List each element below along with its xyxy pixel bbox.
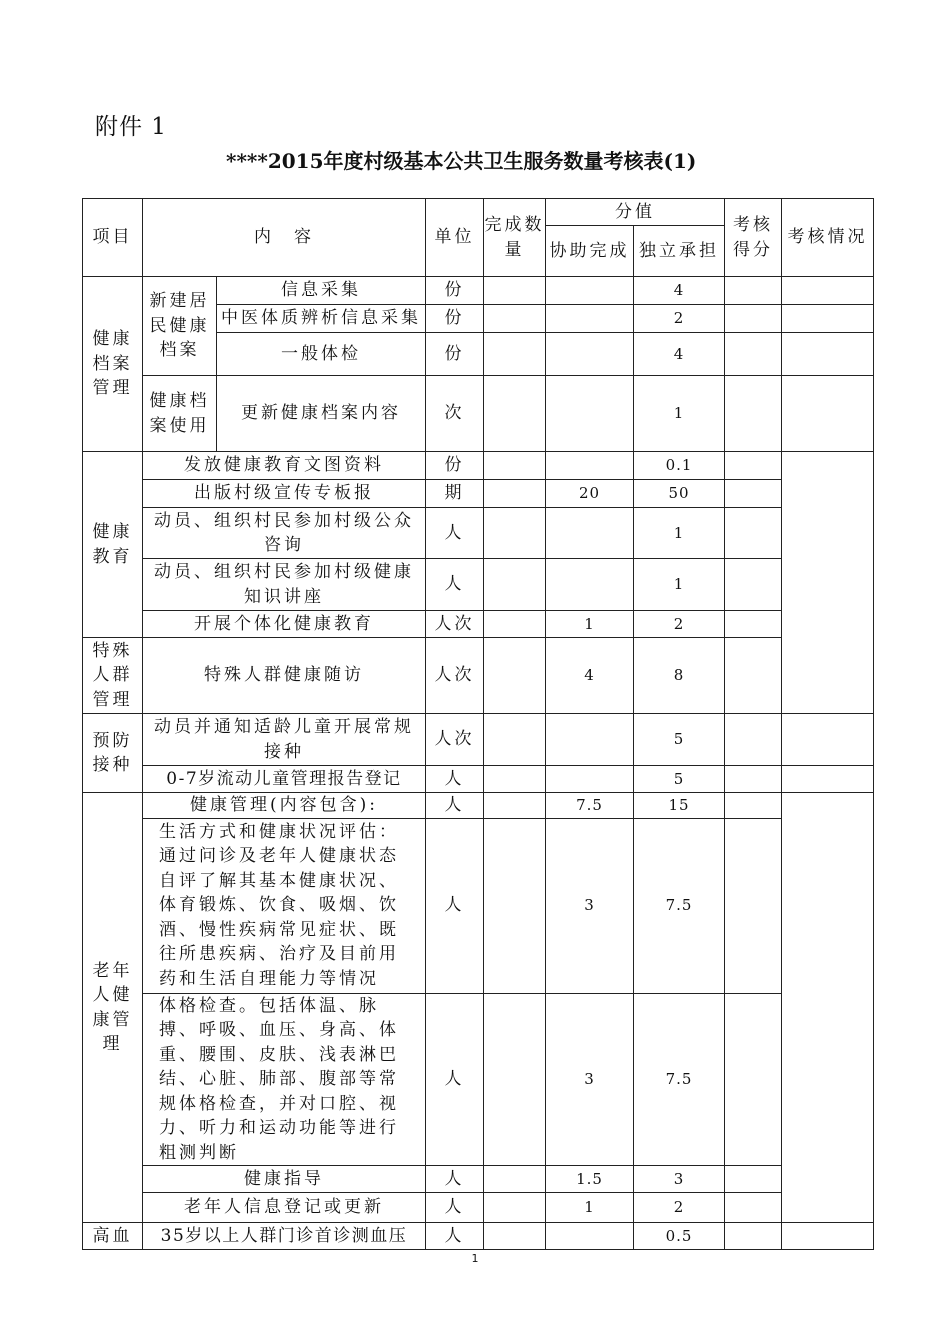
row-done-qty[interactable] (484, 818, 546, 993)
row-content: 0-7岁流动儿童管理报告登记 (143, 766, 426, 793)
row-done-qty[interactable] (484, 559, 546, 611)
section-vaccine: 预防接种 (83, 714, 143, 793)
header-score: 分值 (546, 199, 725, 226)
row-done-qty[interactable] (484, 638, 546, 714)
row-done-qty[interactable] (484, 993, 546, 1166)
row-assist (546, 305, 634, 333)
row-assist (546, 559, 634, 611)
page-number: 1 (471, 1252, 479, 1265)
row-content: 健康指导 (143, 1166, 426, 1193)
row-unit: 人 (426, 508, 484, 559)
section-archive-new: 新建居民健康档案 (143, 277, 217, 376)
row-unit: 份 (426, 333, 484, 376)
row-eval-score[interactable] (725, 793, 782, 819)
header-unit: 单位 (426, 199, 484, 277)
row-unit: 人 (426, 766, 484, 793)
row-independent: 7.5 (634, 993, 725, 1166)
row-eval-status[interactable] (782, 452, 874, 714)
assessment-table (82, 198, 874, 1250)
row-unit: 人 (426, 793, 484, 819)
section-education: 健康教育 (83, 452, 143, 638)
row-eval-score[interactable] (725, 714, 782, 766)
row-done-qty[interactable] (484, 277, 546, 305)
row-done-qty[interactable] (484, 611, 546, 638)
row-eval-score[interactable] (725, 376, 782, 452)
row-assist (546, 376, 634, 452)
header-eval-status: 考核情况 (782, 199, 874, 277)
row-content: 动员并通知适龄儿童开展常规接种 (143, 714, 426, 766)
row-assist (546, 333, 634, 376)
row-independent: 5 (634, 766, 725, 793)
row-eval-status[interactable] (782, 333, 874, 376)
row-eval-status[interactable] (782, 766, 874, 793)
row-unit: 人 (426, 1193, 484, 1223)
row-eval-status[interactable] (782, 1223, 874, 1250)
row-independent: 7.5 (634, 818, 725, 993)
row-independent: 4 (634, 333, 725, 376)
row-eval-score[interactable] (725, 333, 782, 376)
header-independent: 独立承担 (634, 226, 725, 277)
row-independent: 0.5 (634, 1223, 725, 1250)
row-content: 信息采集 (217, 277, 426, 305)
row-eval-score[interactable] (725, 305, 782, 333)
row-eval-score[interactable] (725, 993, 782, 1166)
row-eval-score[interactable] (725, 638, 782, 714)
row-eval-score[interactable] (725, 818, 782, 993)
row-content: 中医体质辨析信息采集 (217, 305, 426, 333)
row-assist: 7.5 (546, 793, 634, 819)
row-eval-status[interactable] (782, 277, 874, 305)
row-done-qty[interactable] (484, 1223, 546, 1250)
header-done-qty: 完成数量 (484, 199, 546, 277)
row-content: 开展个体化健康教育 (143, 611, 426, 638)
section-special: 特殊人群管理 (83, 638, 143, 714)
row-content: 发放健康教育文图资料 (143, 452, 426, 480)
row-eval-score[interactable] (725, 559, 782, 611)
row-independent: 50 (634, 480, 725, 508)
section-archive: 健康档案管理 (83, 277, 143, 452)
row-done-qty[interactable] (484, 1166, 546, 1193)
row-assist: 1 (546, 611, 634, 638)
row-unit: 份 (426, 452, 484, 480)
row-done-qty[interactable] (484, 305, 546, 333)
document-title: ****2015年度村级基本公共卫生服务数量考核表(1) (226, 149, 697, 173)
header-eval-score: 考核得分 (725, 199, 782, 277)
row-content: 特殊人群健康随访 (143, 638, 426, 714)
row-assist: 1.5 (546, 1166, 634, 1193)
row-content: 老年人信息登记或更新 (143, 1193, 426, 1223)
row-independent: 2 (634, 1193, 725, 1223)
row-eval-score[interactable] (725, 1223, 782, 1250)
row-done-qty[interactable] (484, 766, 546, 793)
row-independent: 1 (634, 508, 725, 559)
row-assist: 3 (546, 818, 634, 993)
header-content: 内 容 (143, 199, 426, 277)
row-content: 生活方式和健康状况评估：通过问诊及老年人健康状态自评了解其基本健康状况、体育锻炼、饮食、吸烟、饮酒、慢性疾病常见症状、既往所患疾病、治疗及目前用药和生活自理能力等情况 (143, 818, 426, 993)
row-content: 出版村级宣传专板报 (143, 480, 426, 508)
row-eval-score[interactable] (725, 277, 782, 305)
row-unit: 份 (426, 305, 484, 333)
row-content: 动员、组织村民参加村级健康知识讲座 (143, 559, 426, 611)
row-eval-score[interactable] (725, 766, 782, 793)
row-done-qty[interactable] (484, 1193, 546, 1223)
row-content: 健康管理(内容包含): (143, 793, 426, 819)
row-unit: 人 (426, 559, 484, 611)
row-unit: 次 (426, 376, 484, 452)
row-assist (546, 714, 634, 766)
row-content: 体格检查。包括体温、脉搏、呼吸、血压、身高、体重、腰围、皮肤、浅表淋巴结、心脏、肺部、腹部等常规体格检查，并对口腔、视力、听力和运动功能等进行粗测判断 (143, 993, 426, 1166)
row-eval-score[interactable] (725, 611, 782, 638)
row-independent: 0.1 (634, 452, 725, 480)
section-hypertension: 高血 (83, 1223, 143, 1250)
attachment-label: 附件 1 (95, 114, 167, 140)
row-done-qty[interactable] (484, 333, 546, 376)
row-unit: 人 (426, 1166, 484, 1193)
row-done-qty[interactable] (484, 480, 546, 508)
row-eval-status[interactable] (782, 305, 874, 333)
section-elderly: 老年人健康管理 (83, 793, 143, 1223)
row-independent: 3 (634, 1166, 725, 1193)
row-unit: 人次 (426, 611, 484, 638)
row-independent: 1 (634, 559, 725, 611)
row-content: 动员、组织村民参加村级公众咨询 (143, 508, 426, 559)
row-content: 一般体检 (217, 333, 426, 376)
row-eval-status[interactable] (782, 793, 874, 1223)
row-independent: 2 (634, 611, 725, 638)
row-assist (546, 452, 634, 480)
row-assist (546, 508, 634, 559)
row-assist: 1 (546, 1193, 634, 1223)
row-independent: 4 (634, 277, 725, 305)
header-item: 项目 (83, 199, 143, 277)
row-unit: 人 (426, 993, 484, 1166)
section-archive-use: 健康档案使用 (143, 376, 217, 452)
row-done-qty[interactable] (484, 508, 546, 559)
row-content: 更新健康档案内容 (217, 376, 426, 452)
row-eval-status[interactable] (782, 376, 874, 452)
row-unit: 期 (426, 480, 484, 508)
row-assist: 20 (546, 480, 634, 508)
row-assist: 3 (546, 993, 634, 1166)
row-eval-score[interactable] (725, 1193, 782, 1223)
row-eval-score[interactable] (725, 480, 782, 508)
row-unit: 份 (426, 277, 484, 305)
row-independent: 15 (634, 793, 725, 819)
row-independent: 1 (634, 376, 725, 452)
row-eval-score[interactable] (725, 508, 782, 559)
row-eval-score[interactable] (725, 452, 782, 480)
row-independent: 5 (634, 714, 725, 766)
row-independent: 2 (634, 305, 725, 333)
row-done-qty[interactable] (484, 376, 546, 452)
row-assist (546, 1223, 634, 1250)
row-assist (546, 766, 634, 793)
row-unit: 人 (426, 1223, 484, 1250)
row-assist: 4 (546, 638, 634, 714)
row-unit: 人次 (426, 714, 484, 766)
row-content: 35岁以上人群门诊首诊测血压 (143, 1223, 426, 1250)
row-done-qty[interactable] (484, 793, 546, 819)
row-assist (546, 277, 634, 305)
row-done-qty[interactable] (484, 714, 546, 766)
row-eval-status[interactable] (782, 714, 874, 766)
row-unit: 人 (426, 818, 484, 993)
row-done-qty[interactable] (484, 452, 546, 480)
row-eval-score[interactable] (725, 1166, 782, 1193)
header-assist: 协助完成 (546, 226, 634, 277)
row-independent: 8 (634, 638, 725, 714)
row-unit: 人次 (426, 638, 484, 714)
